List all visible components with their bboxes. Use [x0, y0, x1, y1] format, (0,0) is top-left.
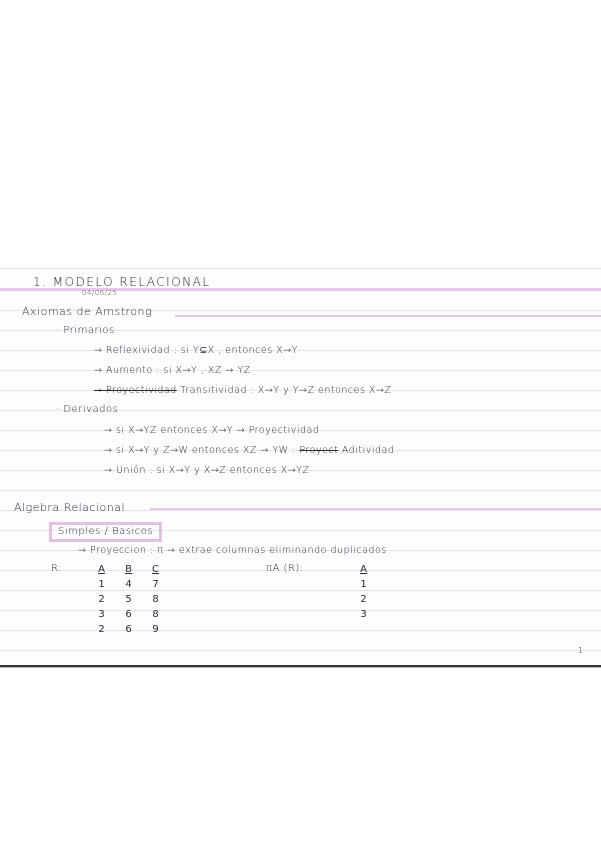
table-cell: 6	[125, 609, 132, 620]
table-header: B	[125, 564, 132, 575]
relation-r-table	[88, 564, 169, 635]
index-card	[0, 263, 601, 667]
table-cell: 8	[152, 594, 159, 605]
axiom-proyectividad: → si X→YZ entonces X→Y → Proyectividad	[104, 425, 320, 436]
axiom-union: → Unión : si X→Y y X→Z entonces X→YZ	[104, 465, 310, 476]
struck-word: Proyect	[299, 445, 339, 456]
struck-word: → Proyectividad	[94, 385, 177, 396]
card-date: 04/06/25	[82, 289, 118, 297]
table-cell: 2	[98, 624, 105, 635]
table-cell: 9	[152, 624, 159, 635]
table-cell: 3	[360, 609, 367, 620]
projection-table	[350, 564, 377, 620]
table-cell: 8	[152, 609, 159, 620]
simples-box: Simples / Basicos	[49, 522, 162, 542]
proyeccion-line: → Proyeccion : π → extrae columnas eliminando duplicados	[78, 545, 387, 556]
axiom-transitividad	[94, 385, 391, 396]
axiom-aditividad-text: → si X→Y y Z→W entonces XZ → YW :	[104, 445, 296, 456]
table-cell: 3	[98, 609, 105, 620]
axiom-reflexividad: → Reflexividad : si Y⊆X , entonces X→Y	[94, 345, 298, 356]
derivados-heading: · Derivados	[56, 404, 119, 415]
card-title: 1. MODELO RELACIONAL	[33, 275, 211, 289]
algebra-heading: Algebra Relacional	[14, 501, 126, 514]
axiom-aditividad-label: Aditividad	[341, 445, 395, 456]
table-cell: 4	[125, 579, 132, 590]
table-cell: 1	[98, 579, 105, 590]
primarios-heading: · Primarios	[56, 325, 115, 336]
relation-label: R:	[51, 563, 63, 574]
table-cell: 5	[125, 594, 132, 605]
axiom-aumento: → Aumento : si X→Y , XZ → YZ	[94, 365, 251, 376]
axiom-transitividad-text: Transitividad : X→Y y Y→Z entonces X→Z	[180, 385, 392, 396]
table-header: A	[98, 564, 105, 575]
table-header: C	[152, 564, 159, 575]
axiomas-heading: Axiomas de Amstrong	[22, 305, 153, 318]
table-cell: 7	[152, 579, 159, 590]
section-underline	[150, 508, 601, 510]
section-underline	[175, 315, 601, 317]
projection-label: πA (R):	[266, 563, 304, 574]
table-cell: 2	[98, 594, 105, 605]
table-header: A	[360, 564, 367, 575]
table-cell: 1	[360, 579, 367, 590]
page-corner-mark: 1	[578, 646, 584, 655]
table-cell: 6	[125, 624, 132, 635]
axiom-aditividad	[104, 445, 394, 456]
table-cell: 2	[360, 594, 367, 605]
